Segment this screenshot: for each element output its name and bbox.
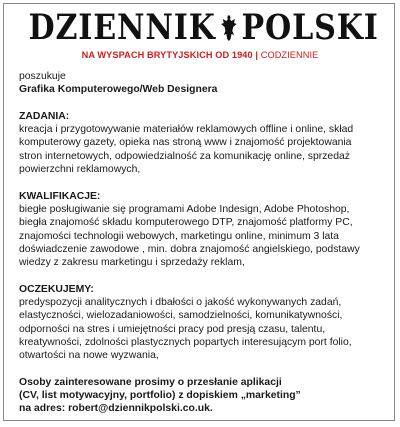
- contact-line: Osoby zainteresowane prosimy o przesłanie aplikacji: [19, 376, 282, 388]
- qualifications-line: biegła znajomość składu komputerowego DTP, znajomość platformy PC,: [19, 217, 353, 229]
- logo-text-right: POLSKI: [241, 7, 379, 48]
- logo-text-left: DZIENNIK: [28, 7, 216, 48]
- position-title: Grafika Komputerowego/Web Designera: [19, 84, 218, 96]
- tagline-separator: |: [255, 50, 259, 60]
- contact-line: (CV, list motywacyjny, portfolio) z dopiskiem „marketing”: [19, 390, 301, 402]
- expectations-line: odporności na stres i umiejętności pracy pod presją czasu, talentu,: [19, 323, 326, 335]
- tasks-line: stron internetowych, odpowiedzialność za komunikację online, sprzedaż: [19, 150, 350, 162]
- qualifications-line: wiedzy z zakresu marketingu i sprzedaży reklam,: [19, 257, 245, 269]
- qualifications-line: doświadczenie zawodowe , min. dobra znajomość angielskiego, podstawy: [19, 243, 360, 255]
- masthead-tagline: [0, 50, 400, 60]
- tagline-main: NA WYSPACH BRYTYJSKICH OD 1940: [81, 50, 253, 60]
- qualifications-heading: KWALIFIKACJE:: [19, 190, 101, 202]
- masthead: [0, 9, 400, 60]
- eagle-emblem-icon: [220, 13, 237, 43]
- tasks-line: powierzchni reklamowych,: [19, 164, 141, 176]
- tasks-line: komputerowy gazety, opieka nas stroną www i znajomość projektowania: [19, 137, 352, 149]
- contact-email-line: na adres: robert@dziennikpolski.co.uk.: [19, 403, 213, 415]
- tasks-heading: ZADANIA:: [19, 110, 70, 122]
- intro-seeking: poszukuje: [19, 71, 66, 82]
- newspaper-logo: [29, 9, 379, 47]
- expectations-line: kreatywności, zdolności plastycznych popartych interesującym port folio,: [19, 336, 352, 348]
- expectations-line: otwartości na nowe wyzwania,: [19, 350, 159, 362]
- tasks-line: kreacja i przygotowywanie materiałów reklamowych offline i online, skład: [19, 124, 354, 136]
- expectations-heading: OCZEKUJEMY:: [19, 283, 94, 295]
- job-ad-body: [19, 70, 391, 416]
- expectations-line: predyspozycji analitycznych i dbałości o jakość wykonywanych zadań,: [19, 297, 342, 309]
- tagline-daily: CODZIENNIE: [260, 50, 319, 60]
- qualifications-line: biegłe posługiwanie się programami Adobe Indesign, Adobe Photoshop,: [19, 203, 350, 215]
- expectations-line: elastyczności, wielozadaniowości, samodzielności, komunikatywności,: [19, 310, 343, 322]
- qualifications-line: znajomości technologii webowych, marketingu online, minimum 3 lata: [19, 230, 339, 242]
